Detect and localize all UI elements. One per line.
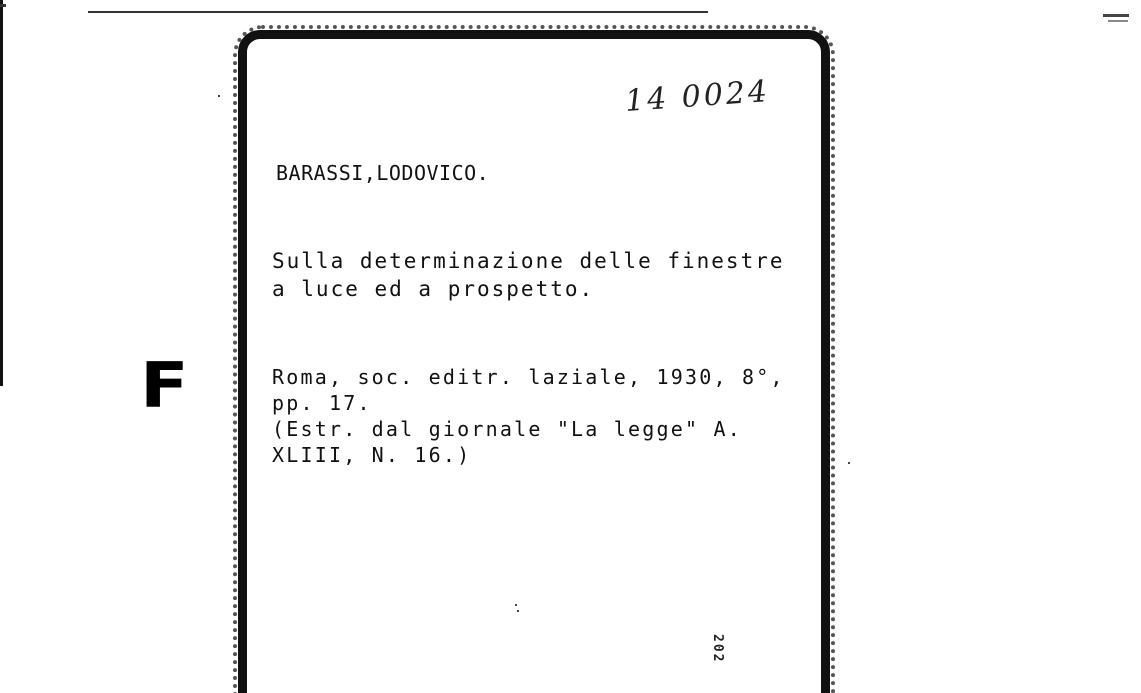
drawer-letter: F bbox=[140, 349, 189, 422]
card-side-mark: 202 bbox=[710, 634, 725, 664]
scan-right-mark bbox=[1103, 14, 1129, 17]
card-title-line: Sulla determinazione delle finestre bbox=[272, 249, 785, 273]
card-imprint-line: pp. 17. bbox=[272, 391, 372, 415]
scan-top-line bbox=[88, 11, 708, 13]
card-title bbox=[272, 247, 785, 303]
scan-corner-mark bbox=[0, 4, 6, 7]
catalog-card bbox=[238, 30, 830, 693]
card-imprint bbox=[272, 364, 785, 468]
card-imprint-line: (Estr. dal giornale "La legge" A. bbox=[272, 417, 742, 441]
card-imprint-line: Roma, soc. editr. laziale, 1930, 8°, bbox=[272, 365, 785, 389]
card-title-line: a luce ed a prospetto. bbox=[272, 277, 595, 301]
card-imprint-line: XLIII, N. 16.) bbox=[272, 443, 472, 467]
card-edge-speckle bbox=[233, 25, 835, 693]
card-speck bbox=[517, 610, 519, 612]
scan-edge-line bbox=[0, 0, 3, 386]
card-author: BARASSI,LODOVICO. bbox=[276, 161, 490, 185]
card-speck bbox=[515, 604, 517, 606]
scan-right-mark-2 bbox=[1108, 20, 1128, 22]
scan-speck bbox=[848, 462, 850, 464]
handwritten-inventory-number: 14 0024 bbox=[623, 73, 772, 120]
scan-speck bbox=[218, 95, 220, 97]
